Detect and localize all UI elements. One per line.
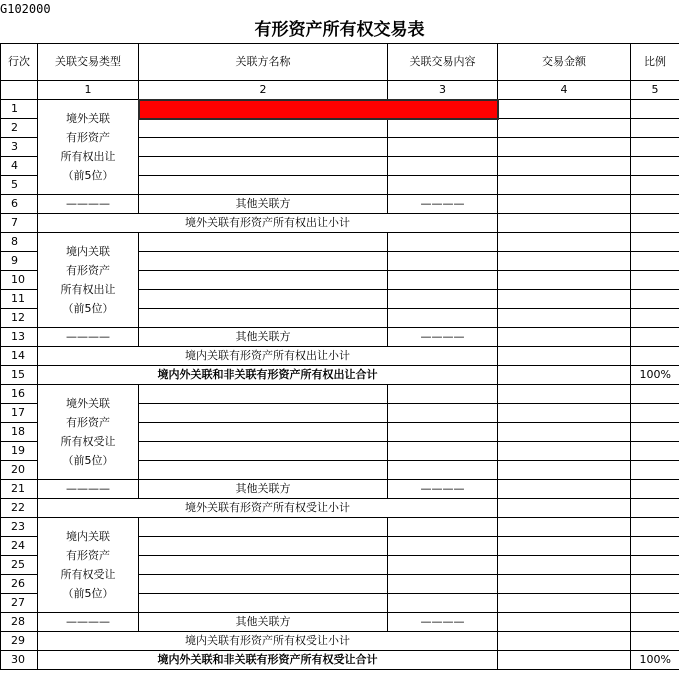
transaction-type-cell[interactable] xyxy=(38,233,139,328)
row-number[interactable]: 28 xyxy=(1,613,38,632)
row-number[interactable]: 24 xyxy=(1,537,38,556)
other-party-label[interactable]: 其他关联方 xyxy=(139,613,388,632)
transaction-type-line: （前5位） xyxy=(62,169,114,182)
header-row xyxy=(1,44,679,81)
row-number[interactable]: 25 xyxy=(1,556,38,575)
ratio-cell[interactable] xyxy=(631,233,679,252)
transaction-content-cell[interactable] xyxy=(388,157,498,176)
row-number[interactable]: 3 xyxy=(1,138,38,157)
transaction-content-cell[interactable] xyxy=(388,271,498,290)
row-number[interactable]: 29 xyxy=(1,632,38,651)
transaction-content-cell[interactable] xyxy=(388,309,498,328)
ratio-cell[interactable] xyxy=(631,271,679,290)
transaction-type-line: （前5位） xyxy=(62,454,114,467)
amount-cell[interactable] xyxy=(498,594,631,613)
transaction-content-cell[interactable] xyxy=(388,252,498,271)
amount-cell[interactable] xyxy=(498,404,631,423)
party-name-cell[interactable] xyxy=(139,271,388,290)
dash-cell[interactable]: ———— xyxy=(388,328,498,347)
ratio-cell[interactable] xyxy=(631,290,679,309)
transaction-type-line: 所有权受让 xyxy=(60,568,116,581)
dash-cell[interactable]: ———— xyxy=(388,195,498,214)
transaction-type-line: （前5位） xyxy=(62,587,114,600)
amount-cell[interactable] xyxy=(498,537,631,556)
transaction-content-cell[interactable] xyxy=(388,461,498,480)
subtotal-label[interactable]: 境外关联有形资产所有权出让小计 xyxy=(38,214,498,233)
subtotal-row xyxy=(1,347,679,366)
transaction-content-cell[interactable] xyxy=(388,537,498,556)
row-number[interactable]: 13 xyxy=(1,328,38,347)
transaction-content-cell[interactable] xyxy=(388,556,498,575)
amount-cell[interactable] xyxy=(498,632,631,651)
party-name-cell[interactable] xyxy=(139,119,388,138)
party-name-cell[interactable] xyxy=(139,442,388,461)
transaction-type-line: （前5位） xyxy=(62,302,114,315)
party-name-cell[interactable] xyxy=(139,404,388,423)
amount-cell[interactable] xyxy=(498,157,631,176)
ratio-cell[interactable] xyxy=(631,594,679,613)
amount-cell[interactable] xyxy=(498,575,631,594)
selected-range[interactable] xyxy=(139,100,498,119)
ratio-cell[interactable] xyxy=(631,252,679,271)
header-party-name[interactable]: 关联方名称 xyxy=(139,44,388,81)
row-number[interactable]: 16 xyxy=(1,385,38,404)
transaction-type-line: 所有权出让 xyxy=(60,283,116,296)
other-party-label[interactable]: 其他关联方 xyxy=(139,480,388,499)
transaction-type-cell[interactable] xyxy=(38,518,139,613)
dash-cell[interactable]: ———— xyxy=(388,480,498,499)
subtotal-row xyxy=(1,632,679,651)
row-number[interactable]: 30 xyxy=(1,651,38,670)
amount-cell[interactable] xyxy=(498,651,631,670)
row-number[interactable]: 14 xyxy=(1,347,38,366)
ratio-cell[interactable] xyxy=(631,195,679,214)
amount-cell[interactable] xyxy=(498,518,631,537)
amount-cell[interactable] xyxy=(498,195,631,214)
column-number[interactable]: 5 xyxy=(631,81,679,100)
ratio-cell[interactable] xyxy=(631,404,679,423)
ratio-cell[interactable] xyxy=(631,119,679,138)
party-name-cell[interactable] xyxy=(139,290,388,309)
transaction-type-cell[interactable] xyxy=(38,385,139,480)
row-number[interactable]: 21 xyxy=(1,480,38,499)
total-ratio[interactable]: 100% xyxy=(631,651,679,670)
header-amount[interactable]: 交易金额 xyxy=(498,44,631,81)
row-number[interactable]: 2 xyxy=(1,119,38,138)
dash-cell[interactable]: ———— xyxy=(388,613,498,632)
row-number[interactable]: 7 xyxy=(1,214,38,233)
transaction-content-cell[interactable] xyxy=(388,518,498,537)
total-row xyxy=(1,366,679,385)
row-number[interactable]: 15 xyxy=(1,366,38,385)
transaction-type-line: 所有权受让 xyxy=(60,435,116,448)
amount-cell[interactable] xyxy=(498,613,631,632)
row-number[interactable]: 26 xyxy=(1,575,38,594)
form-code: G102000 xyxy=(0,2,51,16)
transaction-content-cell[interactable] xyxy=(388,290,498,309)
amount-cell[interactable] xyxy=(498,480,631,499)
row-number[interactable]: 8 xyxy=(1,233,38,252)
column-number-row xyxy=(1,81,679,100)
ratio-cell[interactable] xyxy=(631,499,679,518)
transaction-content-cell[interactable] xyxy=(388,138,498,157)
ratio-cell[interactable] xyxy=(631,556,679,575)
ratio-cell[interactable] xyxy=(631,461,679,480)
ratio-cell[interactable] xyxy=(631,480,679,499)
ratio-cell[interactable] xyxy=(631,632,679,651)
ratio-cell[interactable] xyxy=(631,157,679,176)
column-number[interactable]: 1 xyxy=(38,81,139,100)
amount-cell[interactable] xyxy=(498,214,631,233)
amount-cell[interactable] xyxy=(498,499,631,518)
amount-cell[interactable] xyxy=(498,328,631,347)
transaction-type-line: 有形资产 xyxy=(66,549,110,562)
subtotal-row xyxy=(1,499,679,518)
total-ratio[interactable]: 100% xyxy=(631,366,679,385)
ratio-cell[interactable] xyxy=(631,423,679,442)
header-type[interactable]: 关联交易类型 xyxy=(38,44,139,81)
transaction-type-line: 境内关联 xyxy=(66,530,110,543)
ratio-cell[interactable] xyxy=(631,537,679,556)
table-row xyxy=(1,385,679,404)
amount-cell[interactable] xyxy=(498,366,631,385)
column-number-blank[interactable] xyxy=(1,81,38,100)
amount-cell[interactable] xyxy=(498,442,631,461)
transaction-type-cell[interactable] xyxy=(38,100,139,195)
row-number[interactable]: 18 xyxy=(1,423,38,442)
party-name-cell[interactable] xyxy=(139,157,388,176)
other-party-row xyxy=(1,328,679,347)
transaction-content-cell[interactable] xyxy=(388,119,498,138)
ratio-cell[interactable] xyxy=(631,138,679,157)
subtotal-row xyxy=(1,214,679,233)
transaction-type-line: 有形资产 xyxy=(66,416,110,429)
ratio-cell[interactable] xyxy=(631,176,679,195)
amount-cell[interactable] xyxy=(498,423,631,442)
subtotal-label[interactable]: 境外关联有形资产所有权受让小计 xyxy=(38,499,498,518)
amount-cell[interactable] xyxy=(498,556,631,575)
ratio-cell[interactable] xyxy=(631,100,679,119)
row-number[interactable]: 11 xyxy=(1,290,38,309)
dash-cell[interactable]: ———— xyxy=(38,480,139,499)
other-party-label[interactable]: 其他关联方 xyxy=(139,195,388,214)
column-number[interactable]: 2 xyxy=(139,81,388,100)
transaction-type-line: 有形资产 xyxy=(66,264,110,277)
row-number[interactable]: 9 xyxy=(1,252,38,271)
party-name-cell[interactable] xyxy=(139,423,388,442)
ratio-cell[interactable] xyxy=(631,385,679,404)
table-row xyxy=(1,233,679,252)
transaction-content-cell[interactable] xyxy=(388,423,498,442)
dash-cell[interactable]: ———— xyxy=(38,328,139,347)
party-name-cell[interactable] xyxy=(139,138,388,157)
transaction-content-cell[interactable] xyxy=(388,594,498,613)
party-name-cell[interactable] xyxy=(139,575,388,594)
party-name-cell[interactable] xyxy=(139,385,388,404)
amount-cell[interactable] xyxy=(498,100,631,119)
amount-cell[interactable] xyxy=(498,385,631,404)
transaction-type-line: 有形资产 xyxy=(66,131,110,144)
table-row xyxy=(1,518,679,537)
transaction-type-line: 所有权出让 xyxy=(60,150,116,163)
ratio-cell[interactable] xyxy=(631,347,679,366)
row-number[interactable]: 6 xyxy=(1,195,38,214)
table-row xyxy=(1,100,679,119)
row-number[interactable]: 22 xyxy=(1,499,38,518)
other-party-row xyxy=(1,613,679,632)
dash-cell[interactable]: ———— xyxy=(38,613,139,632)
header-row-no[interactable]: 行次 xyxy=(1,44,38,81)
dash-cell[interactable]: ———— xyxy=(38,195,139,214)
amount-cell[interactable] xyxy=(498,138,631,157)
subtotal-label[interactable]: 境内关联有形资产所有权出让小计 xyxy=(38,347,498,366)
ratio-cell[interactable] xyxy=(631,442,679,461)
column-number[interactable]: 4 xyxy=(498,81,631,100)
transaction-table xyxy=(0,43,679,670)
column-number[interactable]: 3 xyxy=(388,81,498,100)
header-content[interactable]: 关联交易内容 xyxy=(388,44,498,81)
row-number[interactable]: 17 xyxy=(1,404,38,423)
amount-cell[interactable] xyxy=(498,309,631,328)
ratio-cell[interactable] xyxy=(631,518,679,537)
amount-cell[interactable] xyxy=(498,176,631,195)
row-number[interactable]: 27 xyxy=(1,594,38,613)
row-number[interactable]: 1 xyxy=(1,100,38,119)
amount-cell[interactable] xyxy=(498,252,631,271)
party-name-cell[interactable] xyxy=(139,518,388,537)
transaction-type-line: 境外关联 xyxy=(66,397,110,410)
party-name-cell[interactable] xyxy=(139,537,388,556)
ratio-cell[interactable] xyxy=(631,575,679,594)
subtotal-label[interactable]: 境内关联有形资产所有权受让小计 xyxy=(38,632,498,651)
transaction-content-cell[interactable] xyxy=(388,385,498,404)
ratio-cell[interactable] xyxy=(631,328,679,347)
party-name-cell[interactable] xyxy=(139,252,388,271)
amount-cell[interactable] xyxy=(498,233,631,252)
amount-cell[interactable] xyxy=(498,347,631,366)
party-name-cell[interactable] xyxy=(139,594,388,613)
total-label[interactable]: 境内外关联和非关联有形资产所有权受让合计 xyxy=(38,651,498,670)
amount-cell[interactable] xyxy=(498,271,631,290)
row-number[interactable]: 19 xyxy=(1,442,38,461)
row-number[interactable]: 20 xyxy=(1,461,38,480)
party-name-cell[interactable] xyxy=(139,233,388,252)
row-number[interactable]: 10 xyxy=(1,271,38,290)
amount-cell[interactable] xyxy=(498,119,631,138)
transaction-content-cell[interactable] xyxy=(388,575,498,594)
party-name-cell[interactable] xyxy=(139,461,388,480)
amount-cell[interactable] xyxy=(498,461,631,480)
ratio-cell[interactable] xyxy=(631,613,679,632)
row-number[interactable]: 23 xyxy=(1,518,38,537)
other-party-row xyxy=(1,195,679,214)
row-number[interactable]: 5 xyxy=(1,176,38,195)
ratio-cell[interactable] xyxy=(631,214,679,233)
transaction-type-line: 境内关联 xyxy=(66,245,110,258)
row-number[interactable]: 12 xyxy=(1,309,38,328)
amount-cell[interactable] xyxy=(498,290,631,309)
page-title: 有形资产所有权交易表 xyxy=(254,20,425,40)
party-name-cell[interactable] xyxy=(139,176,388,195)
total-row xyxy=(1,651,679,670)
other-party-row xyxy=(1,480,679,499)
transaction-type-line: 境外关联 xyxy=(66,112,110,125)
transaction-content-cell[interactable] xyxy=(388,176,498,195)
header-ratio[interactable]: 比例 xyxy=(631,44,679,81)
party-name-cell[interactable] xyxy=(139,309,388,328)
ratio-cell[interactable] xyxy=(631,309,679,328)
row-number[interactable]: 4 xyxy=(1,157,38,176)
total-label[interactable]: 境内外关联和非关联有形资产所有权出让合计 xyxy=(38,366,498,385)
transaction-content-cell[interactable] xyxy=(388,442,498,461)
transaction-content-cell[interactable] xyxy=(388,404,498,423)
other-party-label[interactable]: 其他关联方 xyxy=(139,328,388,347)
transaction-content-cell[interactable] xyxy=(388,233,498,252)
party-name-cell[interactable] xyxy=(139,556,388,575)
